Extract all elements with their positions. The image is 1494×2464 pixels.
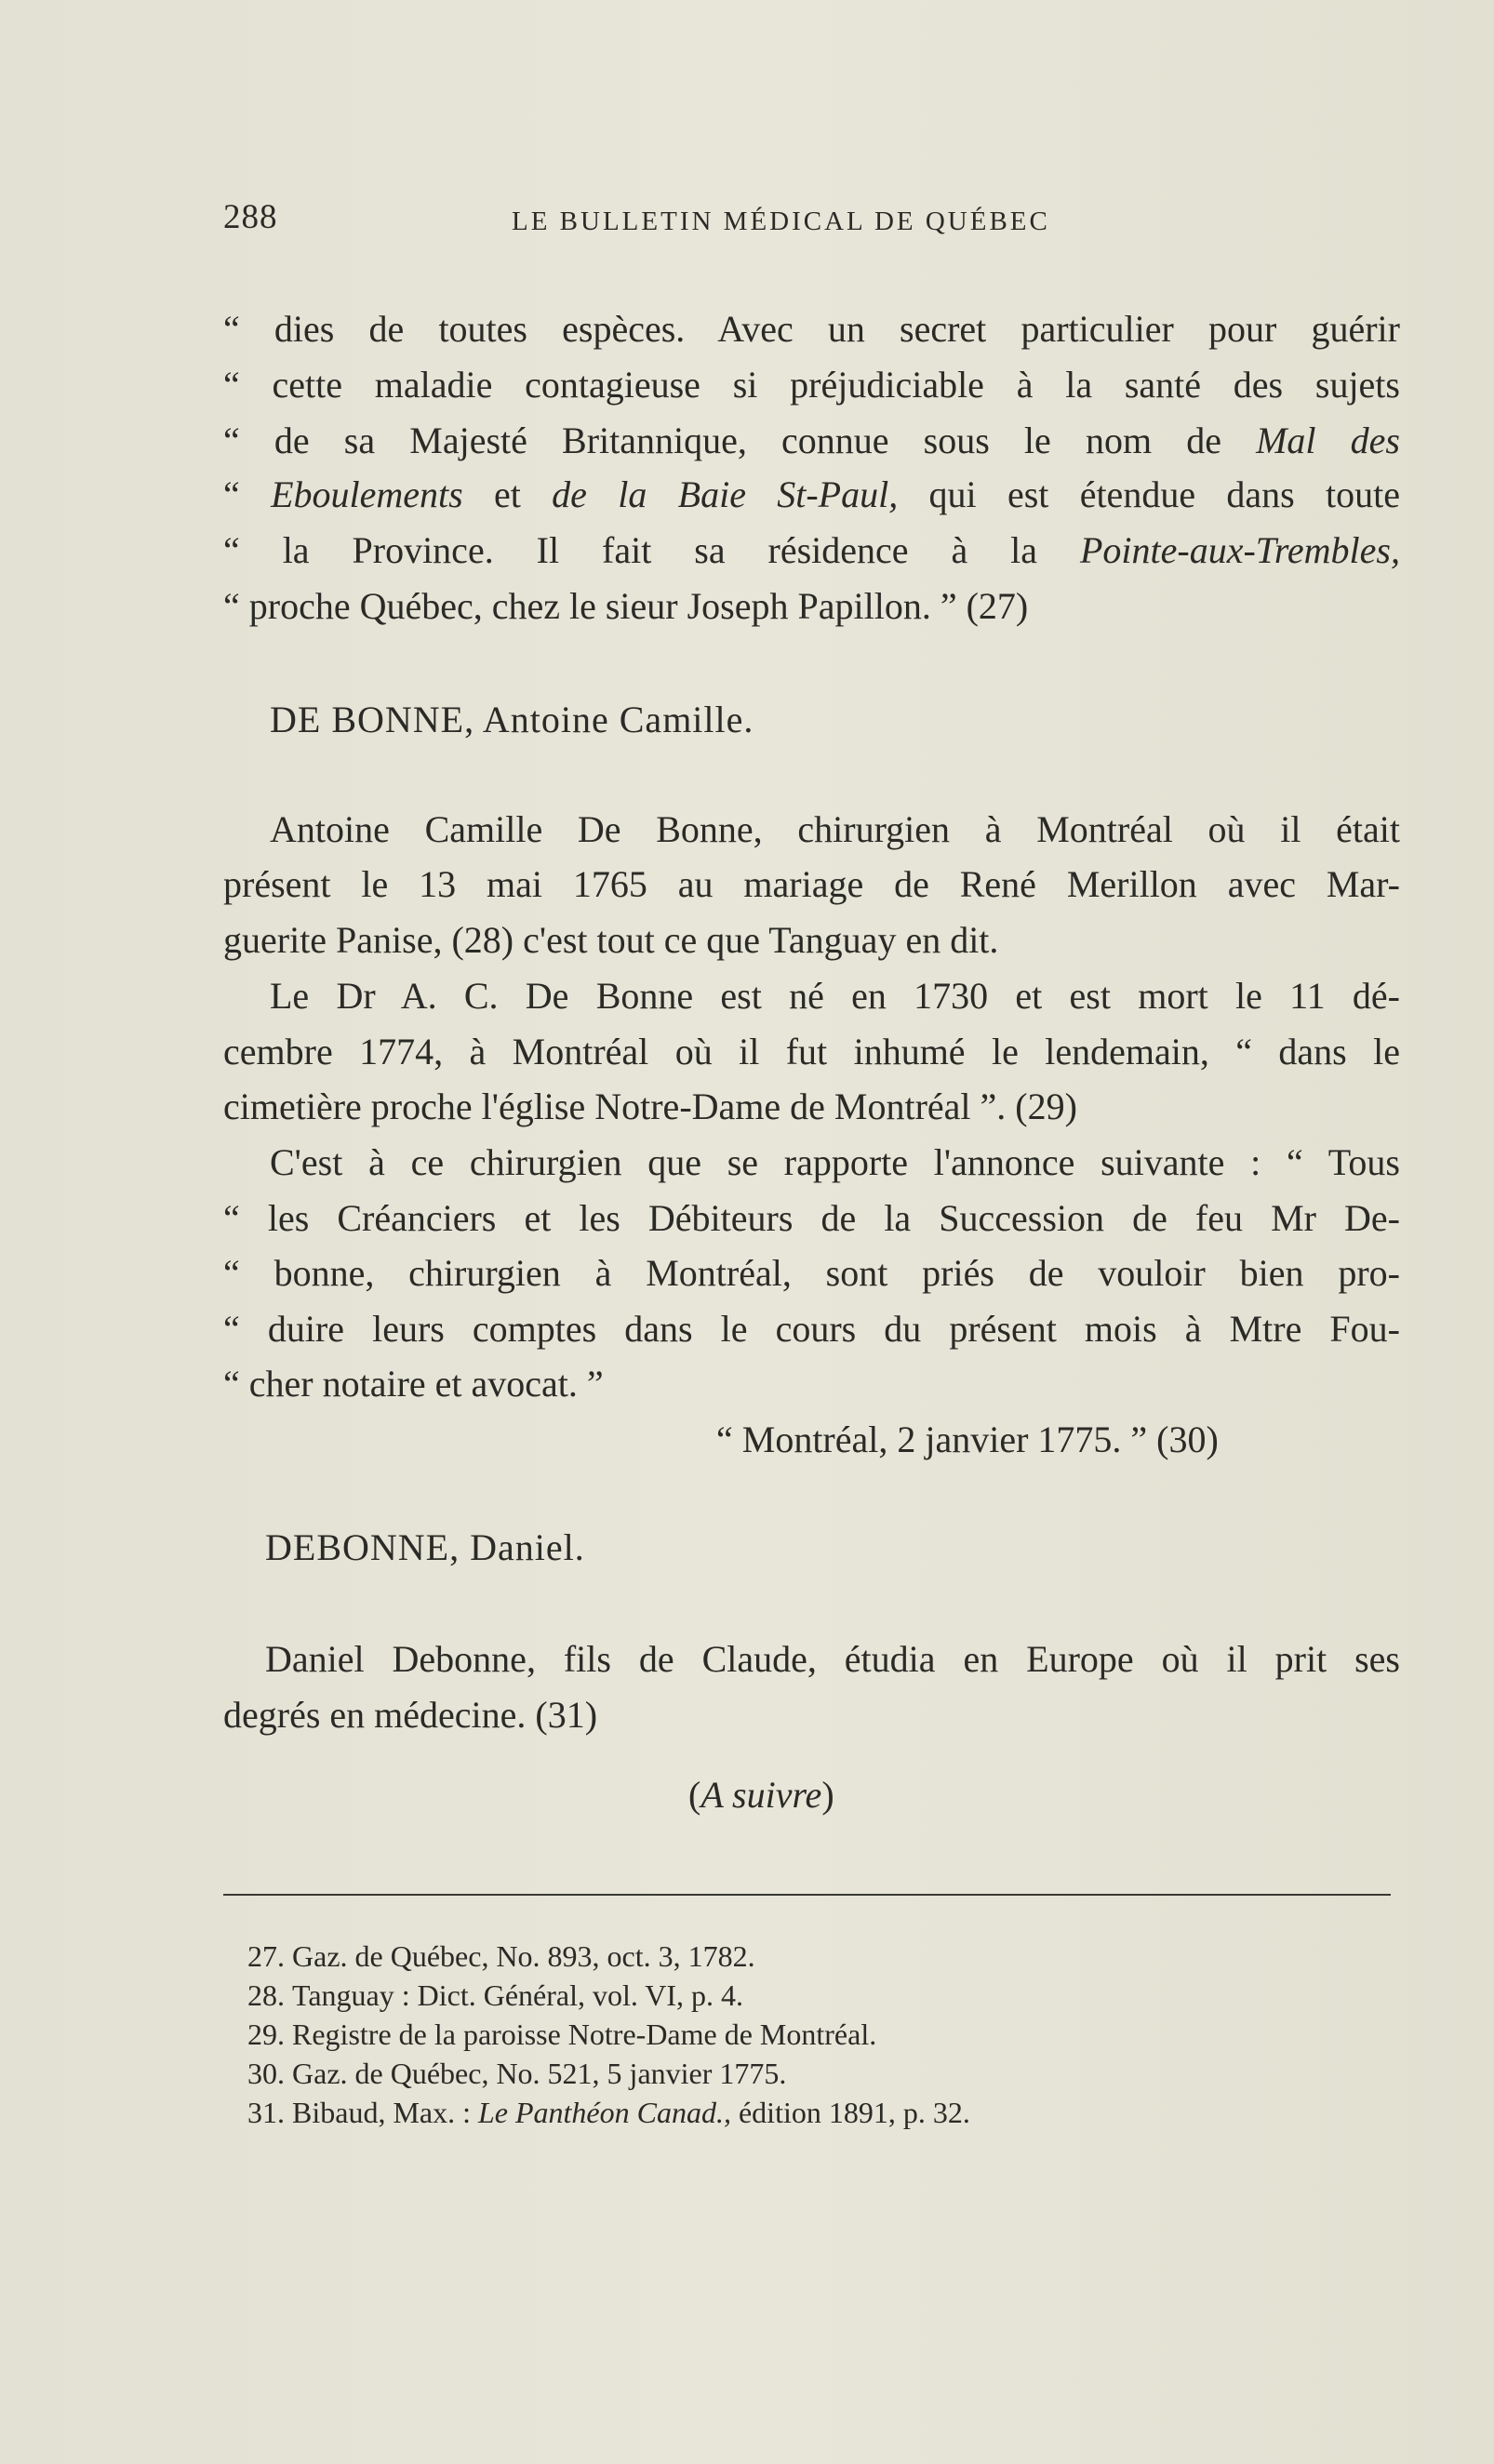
paragraph-line: degrés en médecine. (31) [223, 1694, 598, 1736]
quote-line: “ la Province. Il fait sa résidence à la Pointe-aux-Trembles, [223, 529, 1400, 571]
paragraph-line: “ cher notaire et avocat. ” [223, 1363, 604, 1405]
paragraph-line: guerite Panise, (28) c'est tout ce que Tanguay en dit. [223, 919, 999, 961]
paragraph-line: Antoine Camille De Bonne, chirurgien à Montréal où il était [270, 808, 1400, 850]
footnote: 31. Bibaud, Max. : Le Panthéon Canad., édition 1891, p. 32. [247, 2096, 970, 2129]
footnote: 28. Tanguay : Dict. Général, vol. VI, p. 4. [247, 1978, 744, 2012]
continuation-note: (A suivre) [688, 1774, 834, 1816]
paragraph-line: C'est à ce chirurgien que se rapporte l'annonce suivante : “ Tous [270, 1141, 1400, 1183]
page-number: 288 [223, 198, 278, 236]
quote-line: “ proche Québec, chez le sieur Joseph Papillon. ” (27) [223, 585, 1029, 627]
running-head: LE BULLETIN MÉDICAL DE QUÉBEC [512, 206, 1050, 236]
paragraph-line: “ duire leurs comptes dans le cours du présent mois à Mtre Fou- [223, 1308, 1400, 1350]
paragraph-line: Daniel Debonne, fils de Claude, étudia en Europe où il prit ses [265, 1638, 1400, 1680]
signature-line: “ Montréal, 2 janvier 1775. ” (30) [716, 1418, 1219, 1460]
paragraph-line: “ bonne, chirurgien à Montréal, sont priés de vouloir bien pro- [223, 1252, 1400, 1294]
entry-heading: DE BONNE, Antoine Camille. [270, 699, 754, 740]
paragraph-line: “ les Créanciers et les Débiteurs de la Succession de feu Mr De- [223, 1197, 1400, 1239]
paragraph-line: présent le 13 mai 1765 au mariage de René Merillon avec Mar- [223, 863, 1400, 905]
paragraph-line: cimetière proche l'église Notre-Dame de Montréal ”. (29) [223, 1085, 1077, 1127]
footnote: 29. Registre de la paroisse Notre-Dame de Montréal. [247, 2018, 877, 2051]
quote-line: “ de sa Majesté Britannique, connue sous le nom de Mal des [223, 420, 1400, 461]
paragraph-line: cembre 1774, à Montréal où il fut inhumé le lendemain, “ dans le [223, 1031, 1400, 1072]
entry-heading: DEBONNE, Daniel. [265, 1526, 585, 1568]
footnote: 30. Gaz. de Québec, No. 521, 5 janvier 1775. [247, 2057, 787, 2090]
quote-line: “ Eboulements et de la Baie St-Paul, qui est étendue dans toute [223, 473, 1400, 515]
quote-line: “ dies de toutes espèces. Avec un secret particulier pour guérir [223, 308, 1400, 350]
page-header [223, 197, 1405, 244]
footnote: 27. Gaz. de Québec, No. 893, oct. 3, 1782. [247, 1939, 755, 1973]
paragraph-line: Le Dr A. C. De Bonne est né en 1730 et est mort le 11 dé- [270, 975, 1400, 1017]
footnote-divider [223, 1894, 1391, 1896]
quote-line: “ cette maladie contagieuse si préjudiciable à la santé des sujets [223, 364, 1400, 406]
